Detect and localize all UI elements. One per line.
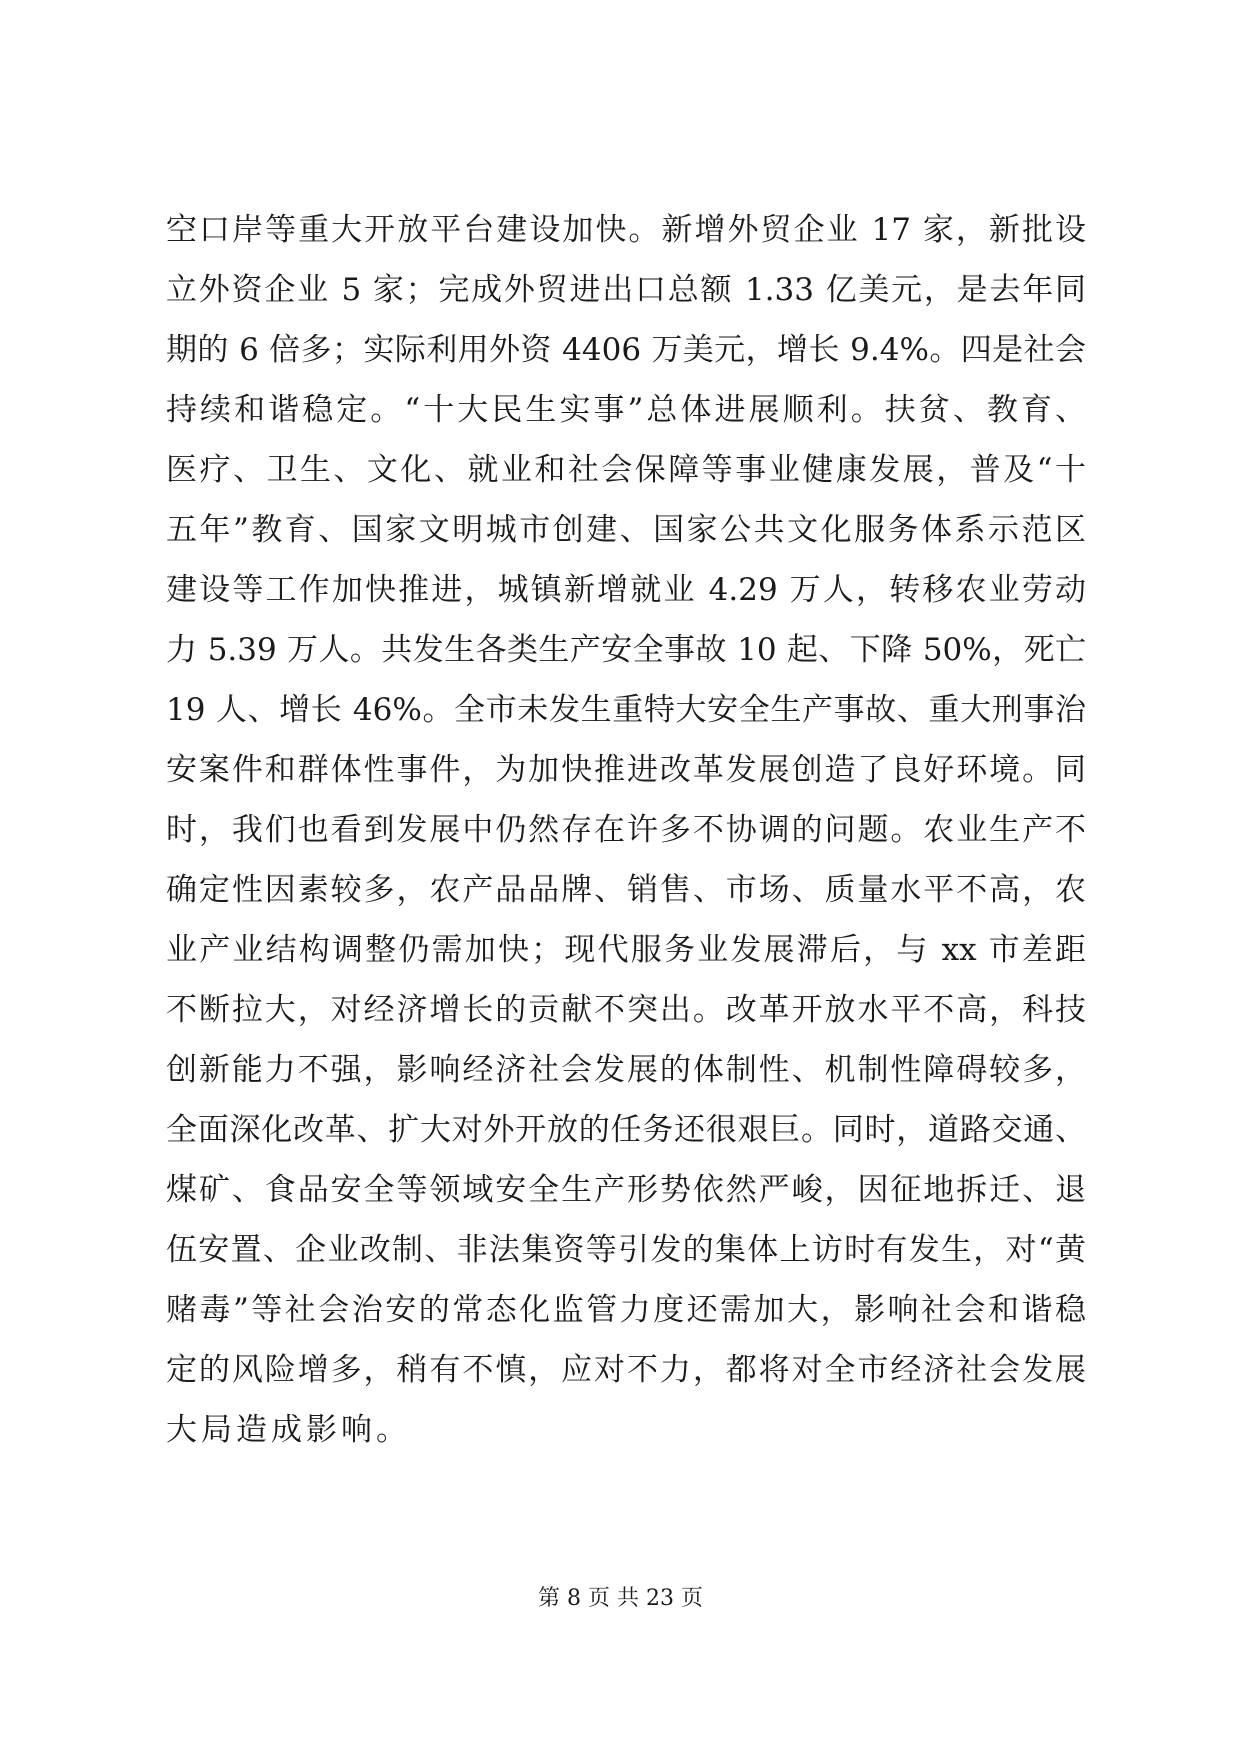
text-line: 19 人、增长 46%。全市未发生重特大安全生产事故、重大刑事治 [166,692,1086,728]
text-line: 立外资企业 5 家；完成外贸进出口总额 1.33 亿美元，是去年同 [166,272,1086,308]
text-line: 伍安置、企业改制、非法集资等引发的集体上访时有发生，对“黄 [166,1232,1086,1268]
text-line: 全面深化改革、扩大对外开放的任务还很艰巨。同时，道路交通、 [166,1112,1086,1148]
text-line: 医疗、卫生、文化、就业和社会保障等事业健康发展，普及“十 [166,452,1086,488]
text-line: 五年”教育、国家文明城市创建、国家公共文化服务体系示范区 [166,512,1086,548]
text-line: 煤矿、食品安全等领域安全生产形势依然严峻，因征地拆迁、退 [166,1172,1086,1208]
text-line: 时，我们也看到发展中仍然存在许多不协调的问题。农业生产不 [166,812,1086,848]
text-line: 力 5.39 万人。共发生各类生产安全事故 10 起、下降 50%，死亡 [166,632,1086,668]
page-number-footer: 第 8 页 共 23 页 [538,1586,703,1611]
text-line: 不断拉大，对经济增长的贡献不突出。改革开放水平不高，科技 [166,992,1086,1028]
text-line: 持续和谐稳定。“十大民生实事”总体进展顺利。扶贫、教育、 [166,392,1086,428]
text-line: 大局造成影响。 [166,1412,411,1448]
text-line: 定的风险增多，稍有不慎，应对不力，都将对全市经济社会发展 [166,1352,1086,1388]
text-line: 赌毒”等社会治安的常态化监管力度还需加大，影响社会和谐稳 [166,1292,1086,1328]
text-line: 业产业结构调整仍需加快；现代服务业发展滞后，与 xx 市差距 [166,932,1086,968]
text-line: 期的 6 倍多；实际利用外资 4406 万美元，增长 9.4%。四是社会 [166,332,1086,368]
text-line: 安案件和群体性事件，为加快推进改革发展创造了良好环境。同 [166,752,1086,788]
text-line: 空口岸等重大开放平台建设加快。新增外贸企业 17 家，新批设 [166,212,1086,248]
text-line: 建设等工作加快推进，城镇新增就业 4.29 万人，转移农业劳动 [166,572,1086,608]
body-text [166,200,1086,1460]
text-line: 创新能力不强，影响经济社会发展的体制性、机制性障碍较多， [166,1052,1086,1088]
text-line: 确定性因素较多，农产品品牌、销售、市场、质量水平不高，农 [166,872,1086,908]
